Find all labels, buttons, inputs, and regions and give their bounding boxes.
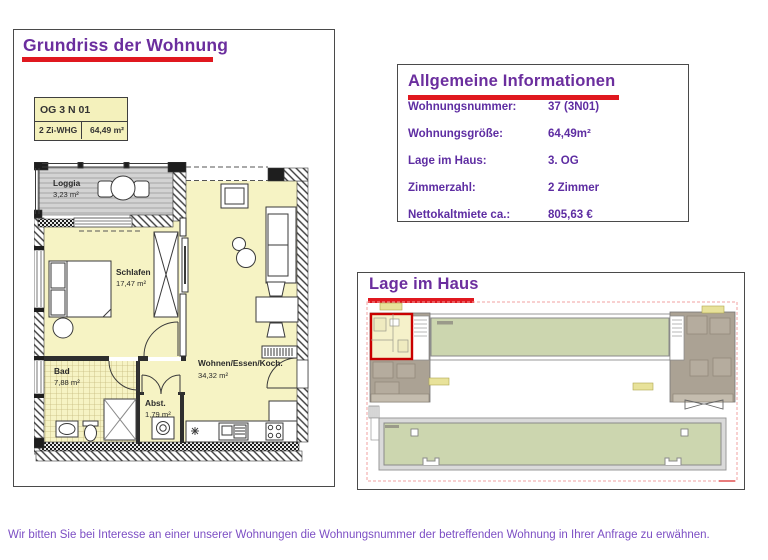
general-info-title: Allgemeine Informationen (408, 72, 616, 90)
info-row (398, 128, 688, 143)
room-area: 7,88 m² (54, 378, 80, 387)
info-label: Zimmerzahl: (408, 182, 476, 194)
room-label: Schlafen (116, 267, 151, 277)
info-label: Nettokaltmiete ca.: (408, 209, 511, 221)
room-area: 1,79 m² (145, 410, 171, 419)
washing-machine (152, 417, 174, 439)
unit-id: OG 3 N 01 (35, 98, 127, 122)
sideboard (221, 184, 248, 208)
info-row (398, 209, 688, 224)
building-location-panel (357, 272, 745, 490)
stove (266, 423, 283, 440)
bath-sink (56, 421, 78, 437)
loggia-chair (134, 181, 149, 197)
loggia-table (111, 176, 135, 200)
room-label: Bad (54, 366, 70, 376)
sofa (266, 207, 296, 283)
floorplan-panel (13, 29, 335, 487)
plant (53, 318, 73, 338)
info-label: Wohnungsgröße: (408, 128, 503, 140)
info-row (398, 155, 688, 170)
side-table (237, 249, 256, 268)
kitchen-sink (219, 423, 248, 440)
title-underline (22, 57, 213, 62)
info-value: 64,49m² (548, 128, 591, 140)
highlighted-apartment (371, 314, 412, 359)
room-label: Wohnen/Essen/Koch. (198, 358, 283, 368)
building-location-title: Lage im Haus (369, 275, 479, 293)
toilet (83, 421, 98, 441)
info-value: 37 (3N01) (548, 101, 600, 113)
room-area: 3,23 m² (53, 190, 79, 199)
building-overview-plan (365, 300, 739, 484)
info-row (398, 182, 688, 197)
info-value: 3. OG (548, 155, 579, 167)
title-underline (408, 95, 619, 100)
apartment-floorplan (34, 162, 314, 468)
general-info-panel (397, 64, 689, 222)
footer-note: Wir bitten Sie bei Interesse an einer unserer Wohnungen die Wohnungsnummer der betreffenden Wohnung in Ihrer Anfrage zu erwähnen. (8, 529, 710, 541)
room-label: Loggia (53, 178, 81, 188)
light-symbol (191, 427, 199, 435)
bed (49, 261, 111, 317)
unit-info-card (34, 97, 128, 141)
wardrobe (154, 232, 178, 317)
info-value: 805,63 € (548, 209, 593, 221)
room-label: Abst. (145, 398, 166, 408)
info-label: Lage im Haus: (408, 155, 487, 167)
room-area: 17,47 m² (116, 279, 146, 288)
shower (104, 399, 136, 440)
courtyard-roof (427, 314, 673, 360)
unit-area: 64,49 m² (89, 125, 124, 135)
room-area: 34,32 m² (198, 371, 228, 380)
floorplan-panel-title: Grundriss der Wohnung (23, 35, 229, 55)
info-value: 2 Zimmer (548, 182, 600, 194)
right-apartment-block (670, 312, 735, 402)
info-label: Wohnungsnummer: (408, 101, 517, 113)
unit-type: 2 Zi-WHG (35, 122, 82, 139)
left-apartment-block (370, 313, 430, 402)
info-row (398, 101, 688, 116)
roof-terrace (379, 418, 726, 470)
radiator (262, 346, 297, 358)
